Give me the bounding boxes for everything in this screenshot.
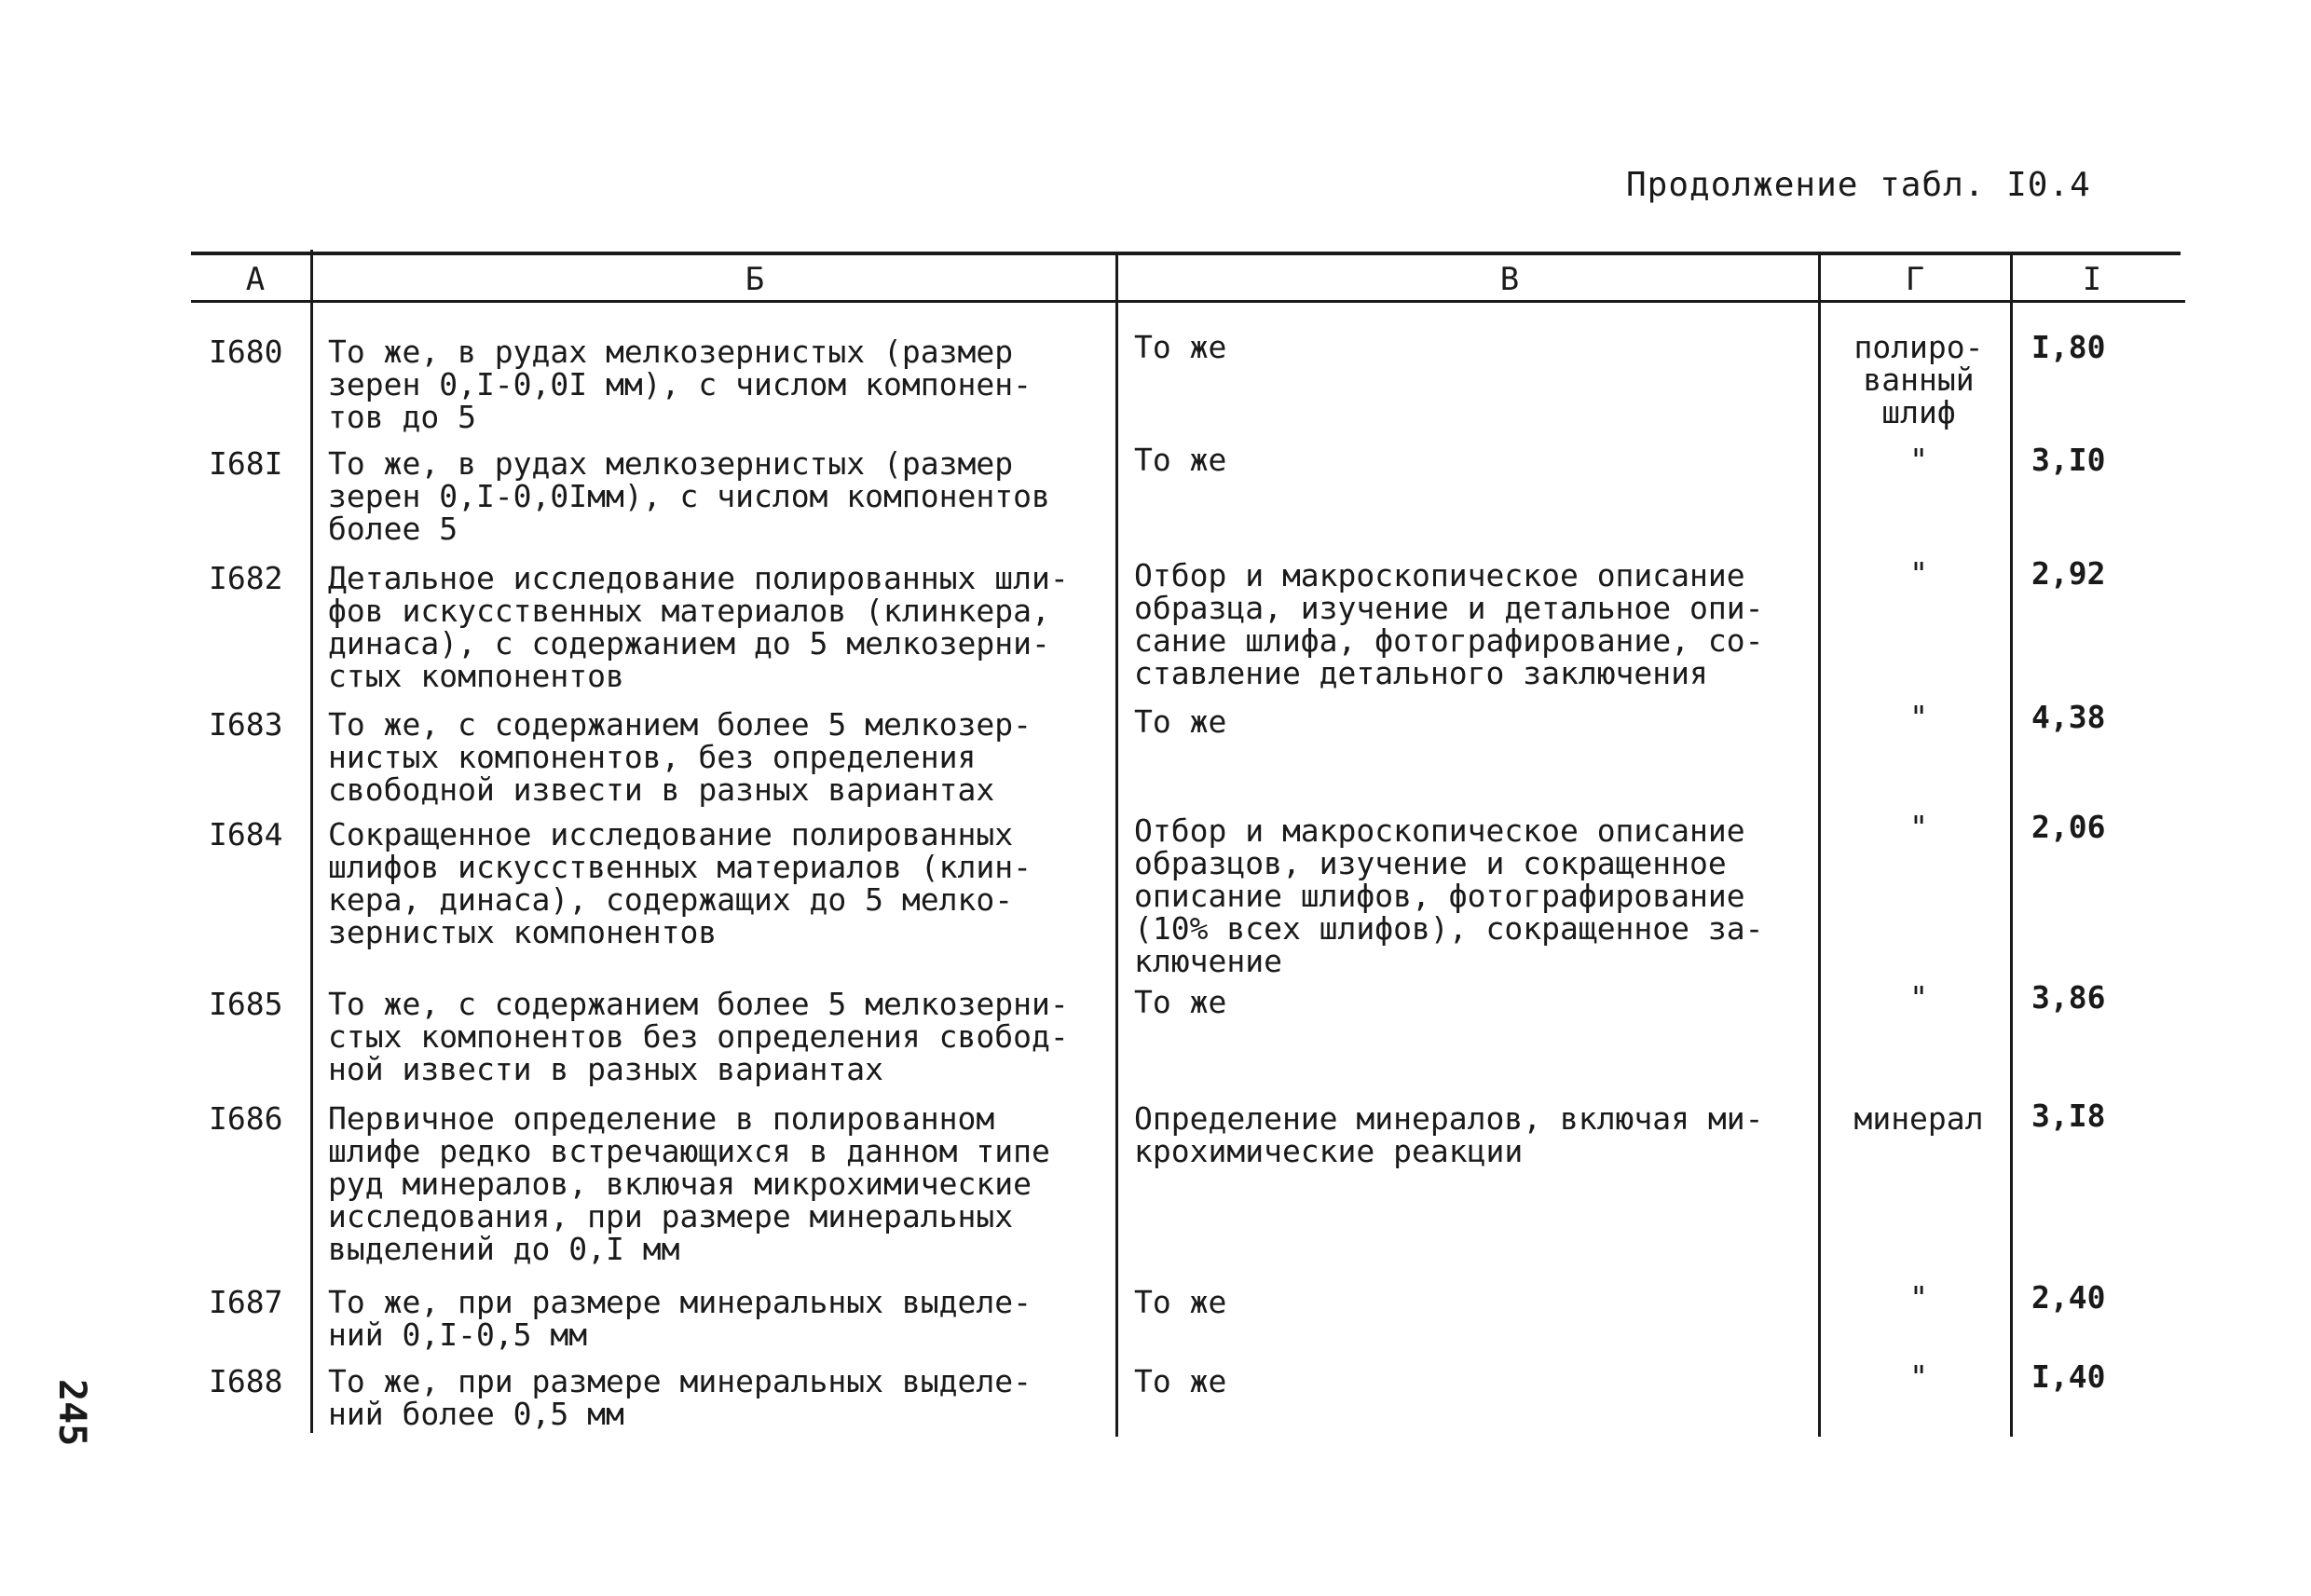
row-norm: 2,92	[2031, 555, 2106, 592]
row-work-content: Отбор и макроскопическое описание образца, изучение и детальное опи- сание шлифа, фотографирование, со- ставление детального заключения	[1134, 557, 1764, 691]
row-work-name: То же, в рудах мелкозернистых (размер зерен 0,I-0,0I мм), с числом компонен- тов до 5	[328, 334, 1032, 435]
page-number: 245	[50, 1379, 93, 1447]
table-caption: Продолжение табл. I0.4	[1626, 166, 2091, 204]
header-col-a: А	[245, 261, 266, 298]
column-divider-v-g	[1818, 253, 1821, 1437]
row-work-content: То же	[1134, 1284, 1227, 1320]
row-work-content: То же	[1134, 442, 1227, 478]
row-work-name: Первичное определение в полированном шлифе редко встречающихся в данном типе руд минералов, включая микрохимические исследования, при размере минеральных выделений до 0,I мм	[328, 1100, 1050, 1267]
row-work-name: То же, при размере минеральных выделе- ний 0,I-0,5 мм	[328, 1284, 1032, 1353]
row-code: I682	[209, 560, 283, 596]
column-divider-g-i	[2010, 253, 2013, 1437]
row-norm: I,40	[2031, 1358, 2106, 1395]
row-work-name: То же, с содержанием более 5 мелкозер- нистых компонентов, без определения свободной извести в разных вариантах	[328, 706, 1032, 808]
column-divider-b-v	[1115, 253, 1118, 1437]
row-unit: "	[1909, 979, 1928, 1016]
row-code: I684	[209, 816, 283, 853]
row-unit: "	[1909, 809, 1928, 845]
row-norm: 2,06	[2031, 809, 2106, 845]
row-work-name: То же, при размере минеральных выделе- ний более 0,5 мм	[328, 1363, 1032, 1432]
row-norm: 3,I0	[2031, 442, 2106, 478]
row-work-name: Детальное исследование полированных шли- фов искусственных материалов (клинкера, динаса), с содержанием до 5 мелкозерни- стых компонентов	[328, 560, 1069, 694]
row-work-content: То же	[1134, 703, 1227, 740]
row-norm: 4,38	[2031, 699, 2106, 735]
row-norm: 2,40	[2031, 1279, 2106, 1316]
row-unit: "	[1909, 555, 1928, 592]
row-work-content: Определение минералов, включая ми- крохимические реакции	[1134, 1100, 1764, 1169]
row-unit: минерал	[1853, 1100, 1984, 1137]
row-code: I686	[209, 1100, 283, 1137]
row-unit: полиро- ванный шлиф	[1853, 329, 1984, 430]
row-work-content: То же	[1134, 1363, 1227, 1399]
row-norm: I,80	[2031, 329, 2106, 365]
table-top-rule	[191, 252, 2181, 255]
header-col-b: Б	[745, 261, 765, 298]
row-work-content: Отбор и макроскопическое описание образцов, изучение и сокращенное описание шлифов, фотографирование (10% всех шлифов), сокращенное за- ключение	[1134, 812, 1764, 979]
row-code: I687	[209, 1284, 283, 1320]
row-unit: "	[1909, 699, 1928, 735]
row-unit: "	[1909, 442, 1928, 478]
row-work-content: То же	[1134, 984, 1227, 1020]
header-col-g: Г	[1905, 261, 1925, 298]
row-code: I680	[209, 334, 283, 370]
row-code: I688	[209, 1363, 283, 1399]
row-code: I685	[209, 986, 283, 1022]
row-code: I68I	[209, 445, 283, 482]
row-unit: "	[1909, 1279, 1928, 1316]
row-work-content: То же	[1134, 329, 1227, 365]
row-work-name: Сокращенное исследование полированных шлифов искусственных материалов (клин- кера, динаса), содержащих до 5 мелко- зернистых компонентов	[328, 816, 1032, 950]
row-norm: 3,I8	[2031, 1098, 2106, 1134]
row-work-name: То же, в рудах мелкозернистых (размер зерен 0,I-0,0Iмм), с числом компонентов более 5	[328, 445, 1050, 547]
row-work-name: То же, с содержанием более 5 мелкозерни- стых компонентов без определения свобод- ной извести в разных вариантах	[328, 986, 1069, 1087]
row-code: I683	[209, 706, 283, 743]
header-col-i: I	[2082, 261, 2102, 298]
header-col-v: В	[1499, 261, 1520, 298]
column-divider-a-b	[310, 250, 313, 1433]
header-bottom-rule	[191, 300, 2185, 303]
row-unit: "	[1909, 1358, 1928, 1395]
row-norm: 3,86	[2031, 979, 2106, 1016]
